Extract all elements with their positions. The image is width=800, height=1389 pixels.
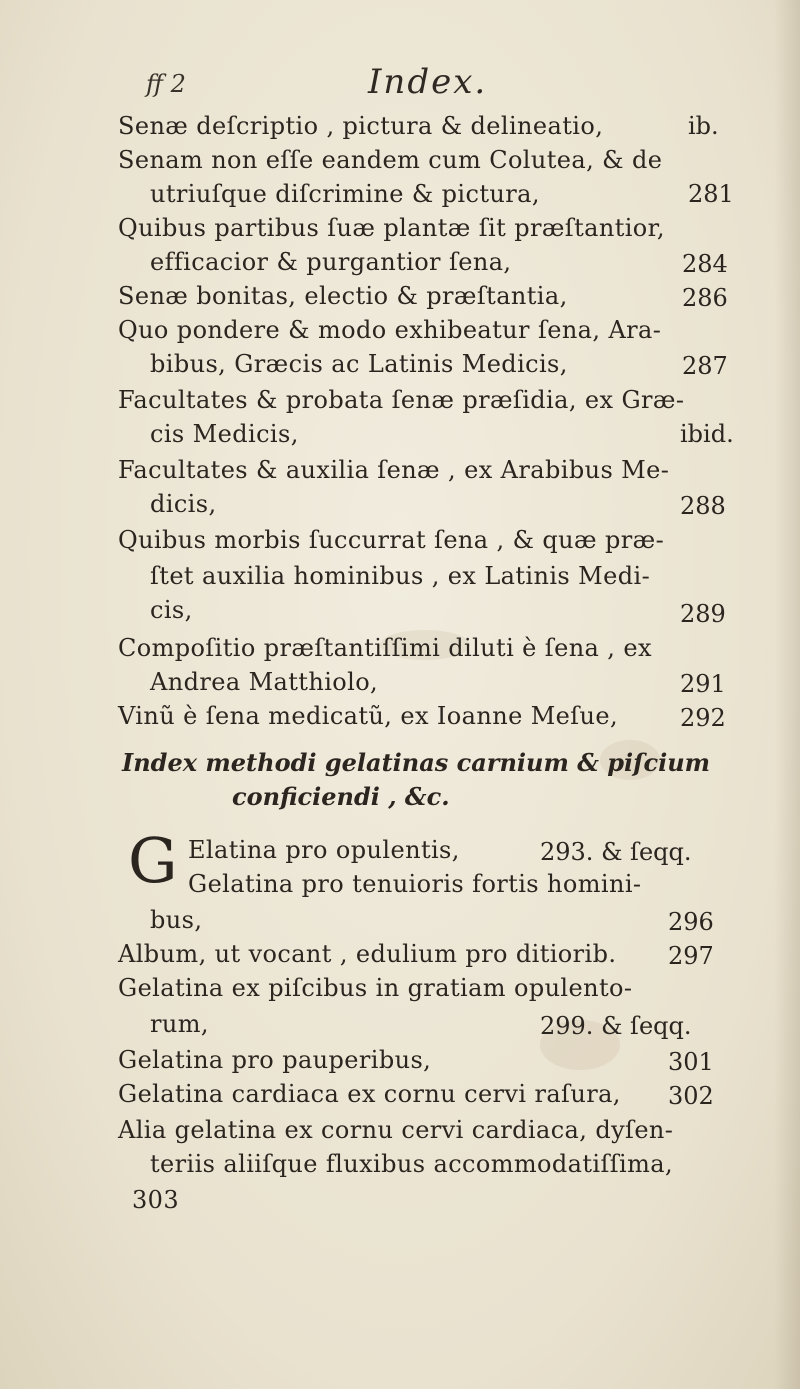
entry-text: Senæ bonitas, electio & præſtantia,	[118, 282, 568, 310]
entry-text: bibus, Græcis ac Latinis Medicis,	[150, 350, 568, 378]
entry-text: Facultates & probata ſenæ præſidia, ex Græ-	[118, 386, 685, 414]
entry-page: 281	[688, 180, 734, 208]
entry-text: Elatina pro opulentis,	[188, 836, 460, 864]
entry-page: 299. & ſeqq.	[540, 1012, 692, 1040]
page-edge-shadow	[774, 0, 800, 1389]
section-heading-continued: conficiendi , &c.	[232, 782, 450, 811]
entry-page: 291	[680, 670, 726, 698]
entry-text: Gelatina pro tenuioris fortis homini-	[188, 870, 642, 898]
entry-text: Andrea Matthiolo,	[150, 668, 379, 696]
entry-text: Quibus morbis ſuccurrat ſena , & quæ præ-	[118, 526, 665, 554]
entry-page: 301	[668, 1048, 714, 1076]
entry-text: Senæ deſcriptio , pictura & delineatio,	[118, 112, 604, 140]
entry-page: ib.	[688, 112, 719, 140]
entry-page: 302	[668, 1082, 714, 1110]
entry-text: cis Medicis,	[150, 420, 299, 448]
entry-text: Gelatina cardiaca ex cornu cervi raſura,	[118, 1080, 621, 1108]
entry-text: dicis,	[150, 490, 217, 518]
entry-text: Gelatina pro pauperibus,	[118, 1046, 432, 1074]
drop-capital: G	[128, 824, 178, 897]
signature-mark: ff 2	[146, 70, 186, 98]
entry-text: ſtet auxilia hominibus , ex Latinis Medi-	[150, 562, 651, 590]
entry-text: Facultates & auxilia ſenæ , ex Arabibus Me-	[118, 456, 670, 484]
entry-text: bus,	[150, 906, 203, 934]
entry-page: ibid.	[680, 420, 734, 448]
entry-page: 292	[680, 704, 726, 732]
section-heading: Index methodi gelatinas carnium & piſcium	[122, 748, 711, 777]
entry-page: 286	[682, 284, 728, 312]
entry-text: Gelatina ex piſcibus in gratiam opulento-	[118, 974, 633, 1002]
entry-text: 303	[132, 1186, 180, 1214]
entry-text: rum,	[150, 1010, 209, 1038]
entry-text: Quibus partibus ſuæ plantæ ſit præſtantior,	[118, 214, 665, 242]
entry-page: 284	[682, 250, 728, 278]
entry-text: efficacior & purgantior ſena,	[150, 248, 512, 276]
entry-page: 289	[680, 600, 726, 628]
entry-text: utriuſque diſcrimine & pictura,	[150, 180, 540, 208]
entry-page: 293. & ſeqq.	[540, 838, 692, 866]
entry-text: cis,	[150, 596, 193, 624]
entry-text: Alia gelatina ex cornu cervi cardiaca, dyſen-	[118, 1116, 674, 1144]
entry-text: Vinũ è ſena medicatũ, ex Ioanne Meſue,	[118, 702, 619, 730]
entry-page: 297	[668, 942, 714, 970]
entry-page: 288	[680, 492, 726, 520]
entry-text: teriis aliiſque fluxibus accommodatiſſima,	[150, 1150, 674, 1178]
entry-text: Album, ut vocant , edulium pro ditiorib.	[118, 940, 617, 968]
running-head-title: Index.	[368, 62, 488, 102]
entry-text: Compoſitio præſtantiſſimi diluti è ſena , ex	[118, 634, 652, 662]
entry-page: 296	[668, 908, 714, 936]
entry-text: Senam non eſſe eandem cum Colutea, & de	[118, 146, 663, 174]
entry-page: 287	[682, 352, 728, 380]
entry-text: Quo pondere & modo exhibeatur ſena, Ara-	[118, 316, 662, 344]
